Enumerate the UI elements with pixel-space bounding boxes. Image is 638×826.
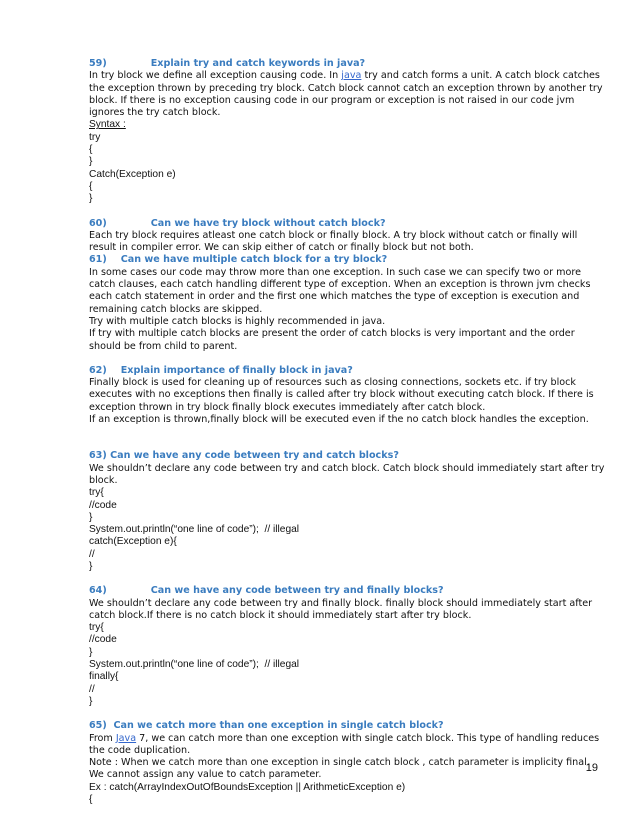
q65-line: Note : When we catch more than one exception in single catch block , catch parameter is implicity final.: [89, 757, 590, 769]
code-line: }: [89, 511, 93, 523]
question-61-number: 61): [89, 254, 107, 266]
q59-line-1: [89, 70, 599, 82]
syntax-label: Syntax :: [89, 119, 126, 131]
java-link[interactable]: Java: [115, 732, 137, 744]
page-content: [89, 58, 605, 806]
q61-line: remaining catch blocks are skipped.: [89, 303, 263, 315]
question-63-number: 63): [89, 450, 107, 462]
code-line: //: [89, 548, 95, 560]
question-64-title: Can we have any code between try and finally blocks?: [150, 585, 444, 597]
q60-line-2: result in compiler error. We can skip either of catch or finally block but not both.: [89, 242, 474, 254]
page-number: 19: [585, 762, 598, 774]
q62-line: Finally block is used for cleaning up of resources such as closing connections, sockets etc. if try block: [89, 377, 576, 389]
code-line: {: [89, 144, 93, 156]
q64-line: catch block.If there is no catch block it should immediately start after try block.: [89, 609, 472, 621]
code-line: //code: [89, 499, 117, 511]
code-line: Ex : catch(ArrayIndexOutOfBoundsException || ArithmeticException e): [89, 781, 406, 793]
q59-line-3: block. If there is no exception causing code in our program or exception is not raised in our code jvm: [89, 94, 575, 106]
q62-line: If an exception is thrown,finally block will be executed even if the no catch block handles the exception.: [89, 414, 589, 426]
code-line: try{: [89, 487, 104, 499]
q62-line: exception thrown in try block finally block executes immediately after catch block.: [89, 401, 486, 413]
q65-text: From: [89, 732, 116, 744]
q59-line-4: ignores the try catch block.: [89, 107, 221, 119]
code-line: finally{: [89, 671, 119, 683]
question-60-title: Can we have try block without catch block?: [150, 217, 386, 229]
q63-line: We shouldn’t declare any code between try and catch block. Catch block should immediately start after try: [89, 462, 605, 474]
q59-text: In try block we define all exception causing code. In: [89, 70, 342, 82]
question-63-title: Can we have any code between try and catch blocks?: [110, 450, 399, 462]
question-63-heading: [89, 450, 599, 462]
code-line: Catch(Exception e): [89, 168, 176, 180]
q61-line: If try with multiple catch blocks are present the order of catch blocks is very important and the order: [89, 328, 575, 340]
q60-line-1: Each try block requires atleast one catch block or finally block. A try block without catch or finally will: [89, 229, 578, 241]
question-65-heading: [89, 720, 599, 732]
code-line: try: [89, 131, 101, 143]
q61-line: catch clauses, each catch handling different type of exception. When an exception is thrown jvm checks: [89, 279, 591, 291]
code-line: }: [89, 193, 93, 205]
code-line: {: [89, 794, 93, 806]
q62-line: executes with no exceptions then finally is called after try block without executing catch block. If there is: [89, 389, 594, 401]
question-61-heading: [89, 254, 599, 266]
q64-line: We shouldn’t declare any code between try and finally block. finally block should immediately start after: [89, 597, 593, 609]
code-line: {: [89, 180, 93, 192]
question-65-title: Can we catch more than one exception in single catch block?: [113, 720, 444, 732]
code-line: }: [89, 560, 93, 572]
code-line: }: [89, 695, 93, 707]
question-62-number: 62): [89, 364, 107, 376]
question-65-number: 65): [89, 720, 107, 732]
question-61-title: Can we have multiple catch block for a try block?: [120, 254, 388, 266]
q59-text: try and catch forms a unit. A catch block catches: [361, 70, 600, 82]
q61-line: should be from child to parent.: [89, 340, 238, 352]
question-59-title: Explain try and catch keywords in java?: [150, 58, 366, 69]
question-60-number: 60): [89, 217, 107, 229]
code-line: }: [89, 646, 93, 658]
code-line: try{: [89, 622, 104, 634]
q61-line: In some cases our code may throw more than one exception. In such case we can specify two or more: [89, 266, 582, 278]
question-60-heading: [89, 218, 599, 230]
question-64-number: 64): [89, 585, 107, 597]
q61-line: Try with multiple catch blocks is highly recommended in java.: [89, 315, 386, 327]
q65-line: the code duplication.: [89, 744, 191, 756]
code-line: //: [89, 683, 95, 695]
q63-line: block.: [89, 474, 118, 486]
code-line: //code: [89, 634, 117, 646]
q65-line-1: [89, 733, 599, 745]
q65-line: We cannot assign any value to catch parameter.: [89, 769, 322, 781]
code-line: System.out.println(“one line of code”); // illegal: [89, 659, 300, 671]
question-64-heading: [89, 585, 599, 597]
code-line: System.out.println(“one line of code”); // illegal: [89, 524, 300, 536]
q59-line-2: the exception thrown by preceding try block. Catch block cannot catch an exception thrown by another try: [89, 82, 603, 94]
question-62-heading: [89, 365, 599, 377]
code-line: }: [89, 156, 93, 168]
question-62-title: Explain importance of finally block in java?: [120, 364, 353, 376]
q61-line: each catch statement in order and the first one which matches the type of exception is execution and: [89, 291, 580, 303]
q65-text: 7, we can catch more than one exception with single catch block. This type of handling reduces: [136, 732, 600, 744]
question-59-number: 59): [89, 58, 107, 69]
code-line: catch(Exception e){: [89, 536, 177, 548]
java-link[interactable]: java: [341, 70, 362, 82]
question-59-heading: [89, 58, 599, 70]
